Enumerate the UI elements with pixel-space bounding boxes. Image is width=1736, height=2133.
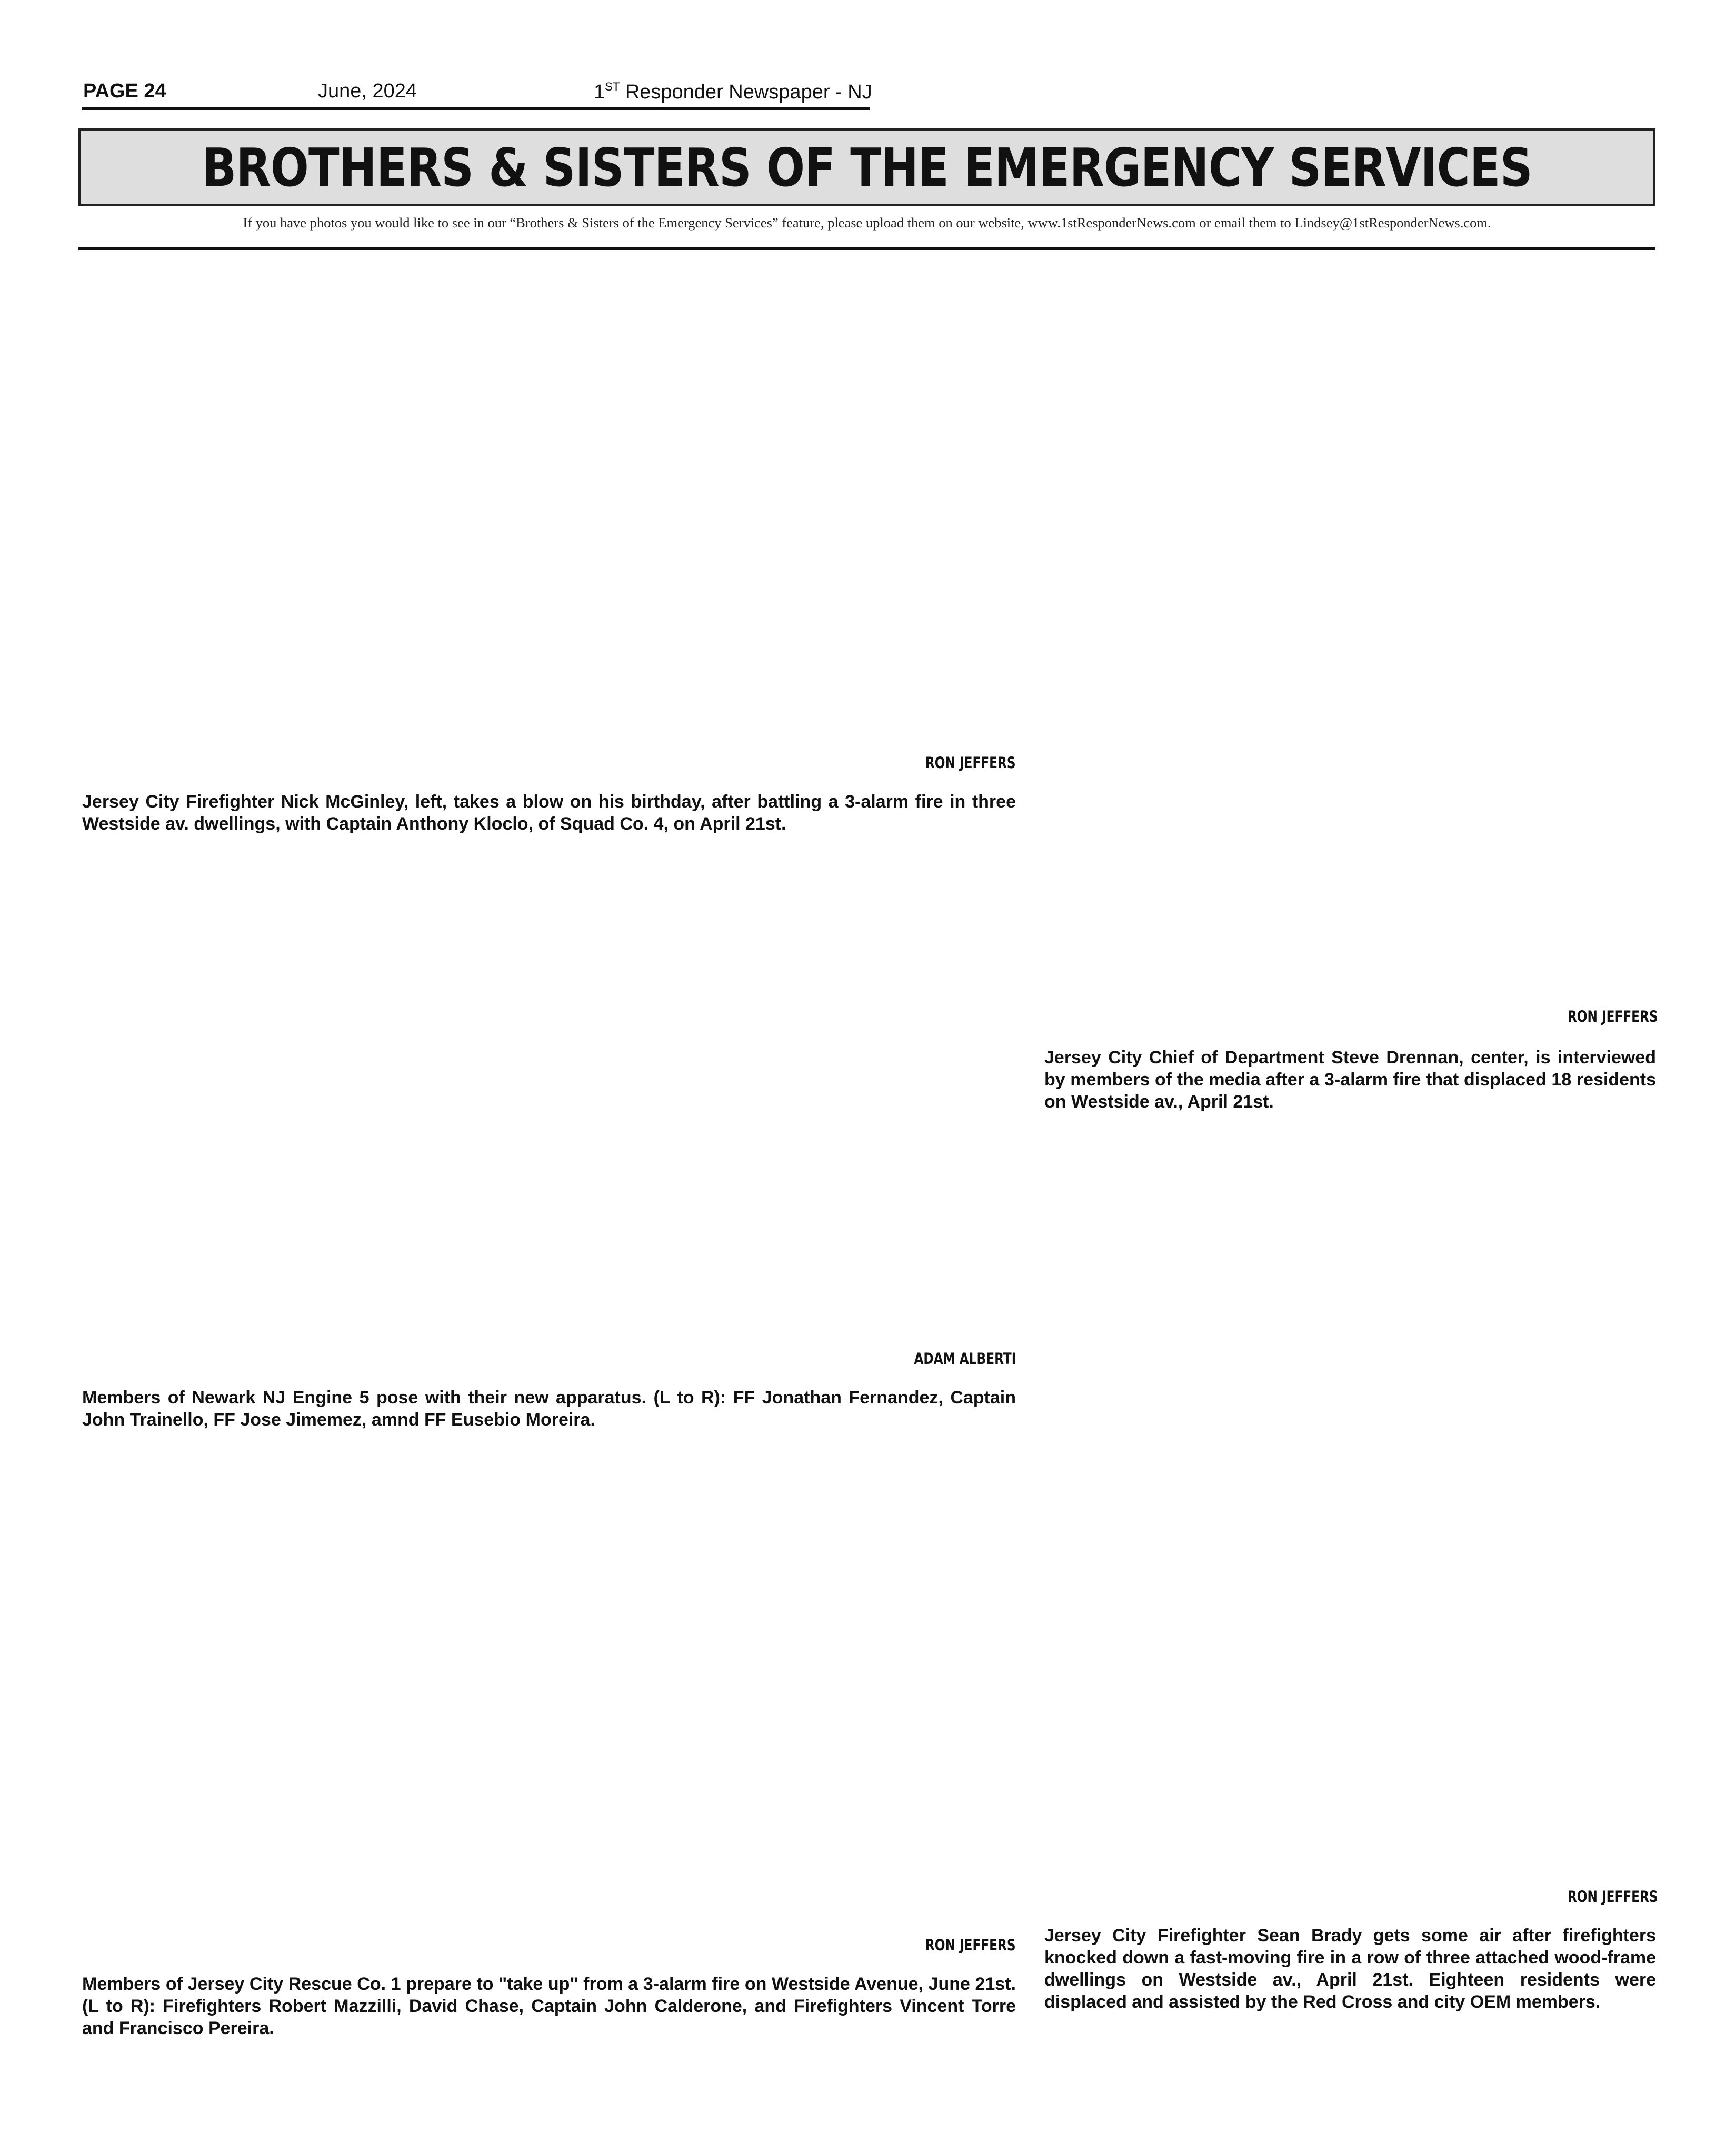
photo-mcginley-birthday	[82, 263, 1016, 747]
submission-notice: If you have photos you would like to see in our “Brothers & Sisters of the Emergency Services” feature, please upload them on our website, www.1stResponderNews.com or email them to Lindsey@1stResponderNews.com.	[243, 215, 1491, 231]
photo-credit: RON JEFFERS	[925, 1936, 1016, 1954]
section-title: BROTHERS & SISTERS OF THE EMERGENCY SERVICES	[202, 136, 1532, 198]
photo-caption: Members of Newark NJ Engine 5 pose with their new apparatus. (L to R): FF Jonathan Fernandez, Captain John Trainello, FF Jose Jimemez, amnd FF Eusebio Moreira.	[82, 1388, 1016, 1430]
photo-credit: RON JEFFERS	[925, 754, 1016, 772]
photo-caption: Jersey City Firefighter Nick McGinley, left, takes a blow on his birthday, after battling a 3-alarm fire in three Westside av. dwellings, with Captain Anthony Kloclo, of Squad Co. 4, on April 21st.	[82, 792, 1016, 834]
photo-newark-engine-5	[82, 853, 1016, 1337]
publication-name	[594, 80, 872, 104]
photo-credit: ADAM ALBERTI	[914, 1350, 1016, 1368]
header-divider	[78, 247, 1655, 250]
photo-caption: Jersey City Firefighter Sean Brady gets some air after firefighters knocked down a fast-moving fire in a row of three attached wood-frame dwellings on Westside av., April 21st. Eighteen residents were displaced and assisted by the Red Cross and city OEM members.	[1044, 1926, 1656, 2012]
photo-chief-drennan-interview	[1044, 263, 1656, 1000]
photo-credit: RON JEFFERS	[1568, 1008, 1658, 1025]
issue-date: June, 2024	[318, 80, 417, 102]
publication-ordinal-suffix: ST	[605, 80, 620, 93]
publication-ordinal: 1	[594, 81, 605, 103]
photo-caption: Members of Jersey City Rescue Co. 1 prepare to "take up" from a 3-alarm fire on Westside Avenue, June 21st. (L to R): Firefighters Robert Mazzilli, David Chase, Captain John Calderone, and Firefighters Vincent Torre and Francisco Pereira.	[82, 1974, 1016, 2038]
photo-caption: Jersey City Chief of Department Steve Drennan, center, is interviewed by members of the media after a 3-alarm fire that displaced 18 residents on Westside av., April 21st.	[1044, 1048, 1656, 1112]
photo-credit: RON JEFFERS	[1568, 1888, 1658, 1906]
section-banner	[78, 128, 1655, 206]
page-number: PAGE 24	[83, 80, 166, 102]
photo-rescue-co-1	[82, 1453, 1016, 1927]
photo-sean-brady	[1044, 1132, 1656, 1879]
running-header	[82, 77, 870, 110]
publication-title: Responder Newspaper - NJ	[620, 81, 872, 103]
